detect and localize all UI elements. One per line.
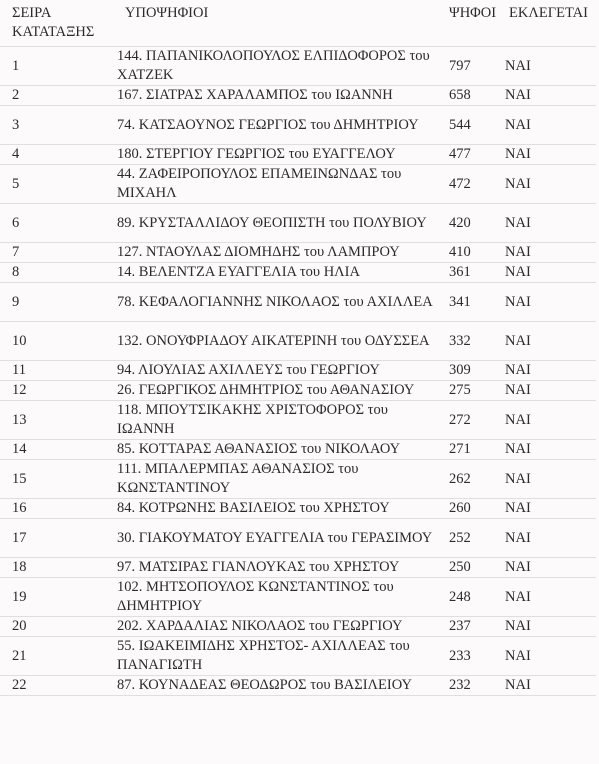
rank-cell: 19 [0,578,113,617]
votes-cell: 332 [445,322,497,361]
table-row [0,47,596,86]
rank-cell: 11 [0,361,113,381]
table-row [0,401,596,440]
header-candidates: ΥΠΟΨΗΦΙΟΙ [113,0,445,47]
votes-cell: 544 [445,106,497,145]
rank-cell: 2 [0,86,113,106]
elected-cell: ΝΑΙ [497,440,596,460]
candidate-cell: 30. ΓΙΑΚΟΥΜΑΤΟΥ ΕΥΑΓΓΕΛΙΑ του ΓΕΡΑΣΙΜΟΥ [113,519,445,558]
table-row [0,243,596,263]
rank-cell: 13 [0,401,113,440]
votes-cell: 420 [445,204,497,243]
elected-cell: ΝΑΙ [497,519,596,558]
votes-cell: 472 [445,165,497,204]
votes-cell: 477 [445,145,497,165]
elected-cell: ΝΑΙ [497,637,596,676]
candidate-cell: 202. ΧΑΡΔΑΛΙΑΣ ΝΙΚΟΛΑΟΣ του ΓΕΩΡΓΙΟΥ [113,617,445,637]
table-row [0,283,596,322]
candidate-cell: 144. ΠΑΠΑΝΙΚΟΛΟΠΟΥΛΟΣ ΕΛΠΙΔΟΦΟΡΟΣ του ΧΑΤΖΕΚ [113,47,445,86]
candidate-cell: 180. ΣΤΕΡΓΙΟΥ ΓΕΩΡΓΙΟΣ του ΕΥΑΓΓΕΛΟΥ [113,145,445,165]
elected-cell: ΝΑΙ [497,558,596,578]
candidate-cell: 84. ΚΟΤΡΩΝΗΣ ΒΑΣΙΛΕΙΟΣ του ΧΡΗΣΤΟΥ [113,499,445,519]
rank-cell: 4 [0,145,113,165]
elected-cell: ΝΑΙ [497,263,596,283]
elected-cell: ΝΑΙ [497,322,596,361]
candidate-cell: 44. ΖΑΦΕΙΡΟΠΟΥΛΟΣ ΕΠΑΜΕΙΝΩΝΔΑΣ του ΜΙΧΑΗΛ [113,165,445,204]
table-row [0,519,596,558]
table-row [0,499,596,519]
table-row [0,86,596,106]
candidate-cell: 127. ΝΤΑΟΥΛΑΣ ΔΙΟΜΗΔΗΣ του ΛΑΜΠΡΟΥ [113,243,445,263]
candidate-cell: 85. ΚΟΤΤΑΡΑΣ ΑΘΑΝΑΣΙΟΣ του ΝΙΚΟΛΑΟΥ [113,440,445,460]
votes-cell: 275 [445,381,497,401]
votes-cell: 237 [445,617,497,637]
rank-cell: 10 [0,322,113,361]
header-elected: ΕΚΛΕΓΕΤΑΙ [497,0,596,47]
rank-cell: 21 [0,637,113,676]
rank-cell: 16 [0,499,113,519]
elected-cell: ΝΑΙ [497,499,596,519]
rank-cell: 14 [0,440,113,460]
votes-cell: 797 [445,47,497,86]
elected-cell: ΝΑΙ [497,243,596,263]
table-row [0,381,596,401]
votes-cell: 252 [445,519,497,558]
candidate-cell: 78. ΚΕΦΑΛΟΓΙΑΝΝΗΣ ΝΙΚΟΛΑΟΣ του ΑΧΙΛΛΕΑ [113,283,445,322]
votes-cell: 341 [445,283,497,322]
candidate-cell: 97. ΜΑΤΣΙΡΑΣ ΓΙΑΝΛΟΥΚΑΣ του ΧΡΗΣΤΟΥ [113,558,445,578]
votes-cell: 250 [445,558,497,578]
candidate-cell: 118. ΜΠΟΥΤΣΙΚΑΚΗΣ ΧΡΙΣΤΟΦΟΡΟΣ του ΙΩΑΝΝΗ [113,401,445,440]
header-row [0,0,596,47]
candidate-cell: 89. ΚΡΥΣΤΑΛΛΙΔΟΥ ΘΕΟΠΙΣΤΗ του ΠΟΛΥΒΙΟΥ [113,204,445,243]
table-row [0,322,596,361]
elected-cell: ΝΑΙ [497,361,596,381]
rank-cell: 7 [0,243,113,263]
rank-cell: 22 [0,676,113,696]
elected-cell: ΝΑΙ [497,204,596,243]
candidate-cell: 87. ΚΟΥΝΑΔΕΑΣ ΘΕΟΔΩΡΟΣ του ΒΑΣΙΛΕΙΟΥ [113,676,445,696]
table-row [0,361,596,381]
elected-cell: ΝΑΙ [497,106,596,145]
rank-cell: 12 [0,381,113,401]
rank-cell: 18 [0,558,113,578]
rank-cell: 20 [0,617,113,637]
votes-cell: 262 [445,460,497,499]
table-row [0,440,596,460]
rank-cell: 9 [0,283,113,322]
votes-cell: 410 [445,243,497,263]
elected-cell: ΝΑΙ [497,617,596,637]
votes-cell: 232 [445,676,497,696]
candidate-cell: 132. ΟΝΟΥΦΡΙΑΔΟΥ ΑΙΚΑΤΕΡΙΝΗ του ΟΔΥΣΣΕΑ [113,322,445,361]
rank-cell: 5 [0,165,113,204]
votes-cell: 248 [445,578,497,617]
elected-cell: ΝΑΙ [497,86,596,106]
elected-cell: ΝΑΙ [497,578,596,617]
table-row [0,578,596,617]
votes-cell: 309 [445,361,497,381]
table-row [0,617,596,637]
table-row [0,676,596,696]
candidate-cell: 74. ΚΑΤΣΑΟΥΝΟΣ ΓΕΩΡΓΙΟΣ του ΔΗΜΗΤΡΙΟΥ [113,106,445,145]
rank-cell: 6 [0,204,113,243]
elected-cell: ΝΑΙ [497,676,596,696]
votes-cell: 658 [445,86,497,106]
votes-cell: 233 [445,637,497,676]
elected-cell: ΝΑΙ [497,381,596,401]
table-header [0,0,596,47]
table-row [0,145,596,165]
header-votes: ΨΗΦΟΙ [445,0,497,47]
elected-cell: ΝΑΙ [497,401,596,440]
table-row [0,106,596,145]
elected-cell: ΝΑΙ [497,460,596,499]
header-rank: ΣΕΙΡΑ ΚΑΤΑΤΑΞΗΣ [0,0,113,47]
candidate-cell: 26. ΓΕΩΡΓΙΚΟΣ ΔΗΜΗΤΡΙΟΣ του ΑΘΑΝΑΣΙΟΥ [113,381,445,401]
rank-cell: 15 [0,460,113,499]
table-row [0,204,596,243]
rank-cell: 17 [0,519,113,558]
candidate-cell: 55. ΙΩΑΚΕΙΜΙΔΗΣ ΧΡΗΣΤΟΣ- ΑΧΙΛΛΕΑΣ του ΠΑΝΑΓΙΩΤΗ [113,637,445,676]
votes-cell: 272 [445,401,497,440]
votes-cell: 271 [445,440,497,460]
table-row [0,165,596,204]
rank-cell: 1 [0,47,113,86]
table-row [0,460,596,499]
elected-cell: ΝΑΙ [497,283,596,322]
candidate-cell: 94. ΛΙΟΥΛΙΑΣ ΑΧΙΛΛΕΥΣ του ΓΕΩΡΓΙΟΥ [113,361,445,381]
table-row [0,558,596,578]
votes-cell: 361 [445,263,497,283]
elected-cell: ΝΑΙ [497,165,596,204]
candidate-cell: 102. ΜΗΤΣΟΠΟΥΛΟΣ ΚΩΝΣΤΑΝΤΙΝΟΣ του ΔΗΜΗΤΡΙΟΥ [113,578,445,617]
candidate-cell: 167. ΣΙΑΤΡΑΣ ΧΑΡΑΛΑΜΠΟΣ του ΙΩΑΝΝΗ [113,86,445,106]
candidate-cell: 14. ΒΕΛΕΝΤΖΑ ΕΥΑΓΓΕΛΙΑ του ΗΛΙΑ [113,263,445,283]
elected-cell: ΝΑΙ [497,145,596,165]
table-row [0,263,596,283]
table-row [0,637,596,676]
rank-cell: 8 [0,263,113,283]
elected-cell: ΝΑΙ [497,47,596,86]
votes-cell: 260 [445,499,497,519]
table-body [0,47,596,696]
candidate-cell: 111. ΜΠΑΛΕΡΜΠΑΣ ΑΘΑΝΑΣΙΟΣ του ΚΩΝΣΤΑΝΤΙΝΟΥ [113,460,445,499]
rank-cell: 3 [0,106,113,145]
